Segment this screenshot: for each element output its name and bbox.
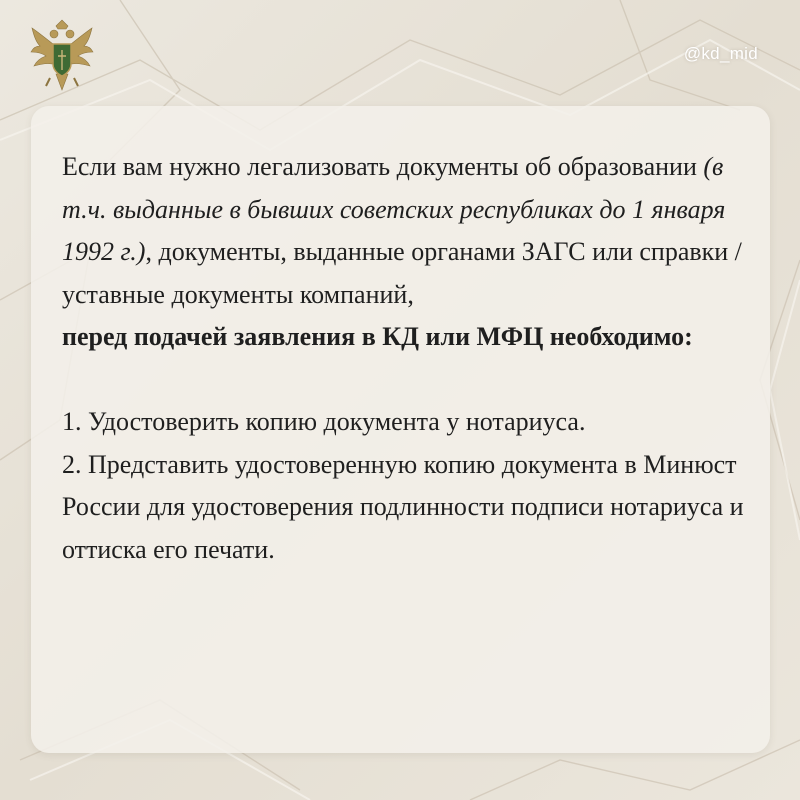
step-number: 2. <box>62 449 82 479</box>
account-handle: @kd_mid <box>683 44 758 63</box>
card-body-text <box>62 146 762 571</box>
steps-list <box>62 401 762 571</box>
info-card <box>31 106 770 753</box>
step-text: Удостоверить копию документа у нотариуса. <box>81 407 586 436</box>
double-headed-eagle-emblem-icon <box>28 18 96 96</box>
intro-italic-note: (в т.ч. выданные в бывших советских республиках до 1 января 1992 г.) <box>62 152 726 266</box>
step-text: Представить удостоверенную копию документа в Минюст России для удостоверения подлинности подписи нотариуса и оттиска его печати. <box>62 449 744 564</box>
intro-text-end: , документы, выданные органами ЗАГС или справки / уставные документы компаний, <box>62 237 742 309</box>
intro-text-start: Если вам нужно легализовать документы об образовании <box>62 152 704 181</box>
list-item <box>62 444 762 572</box>
step-number: 1. <box>62 407 82 436</box>
list-item <box>62 401 762 444</box>
requirement-heading: перед подачей заявления в КД или МФЦ необходимо: <box>62 322 693 351</box>
intro-paragraph <box>62 146 762 316</box>
